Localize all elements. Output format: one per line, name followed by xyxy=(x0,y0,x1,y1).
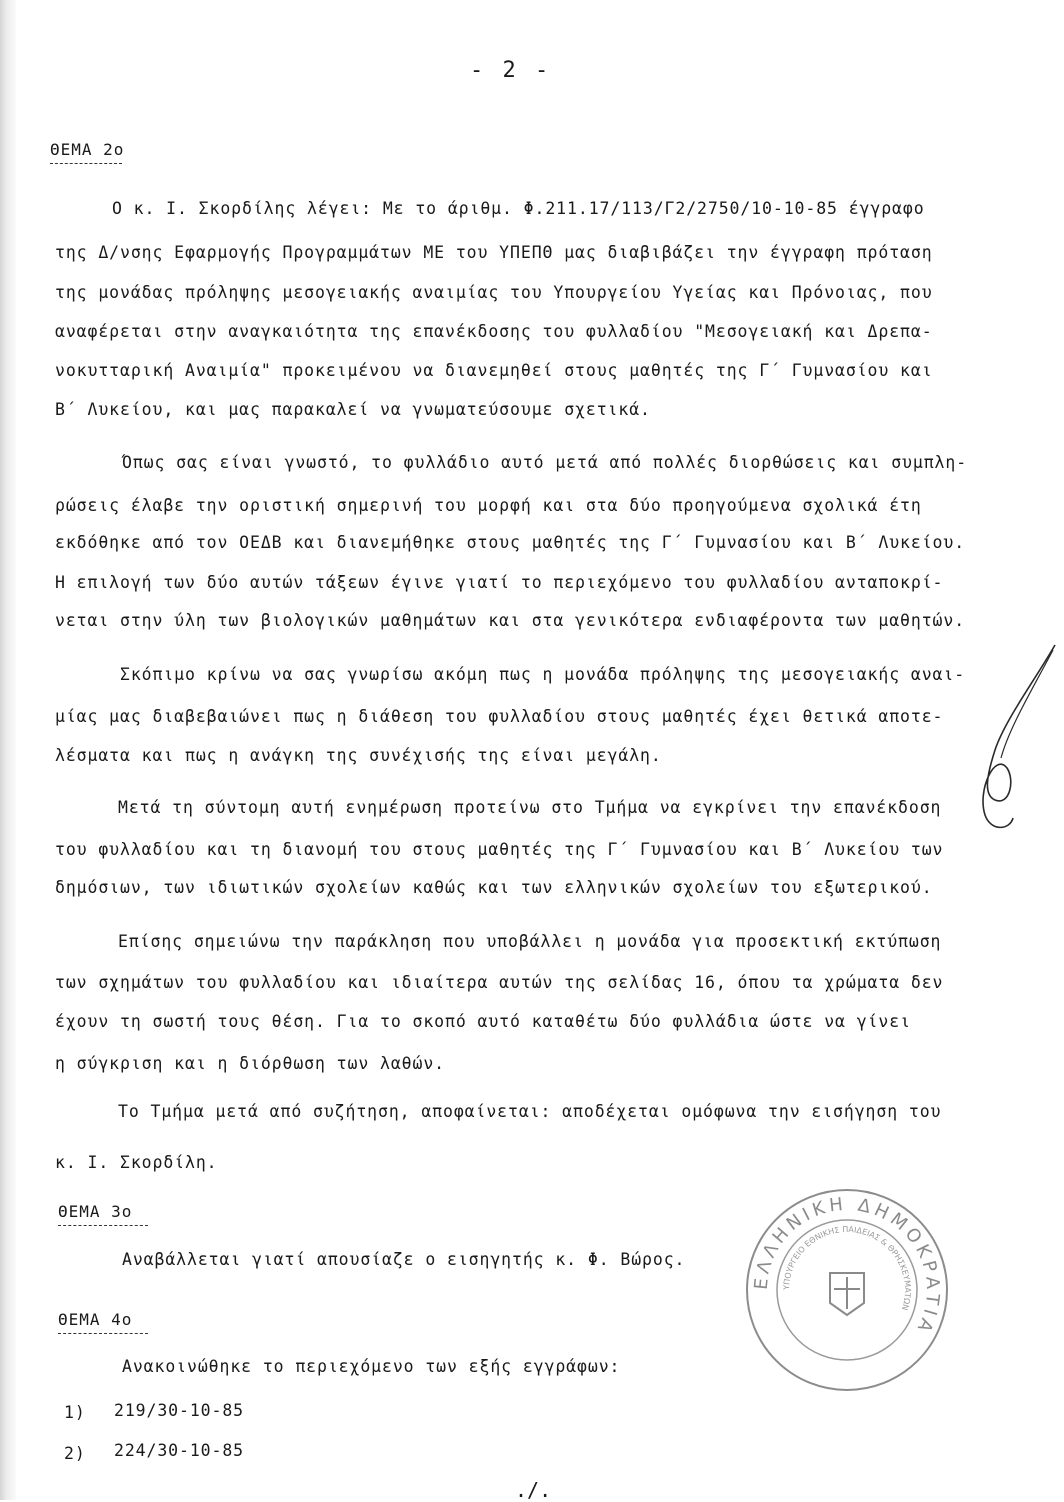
text-line: της Δ/νσης Εφαρμογής Προγραμμάτων ΜΕ του ΥΠΕΠΘ μας διαβιβάζει την έγγραφη πρόταση xyxy=(55,243,933,262)
theme-4-intro: Ανακοινώθηκε το περιεχόμενο των εξής εγγράφων: xyxy=(122,1357,621,1376)
text-line: των σχημάτων του φυλλαδίου και ιδιαίτερα αυτών της σελίδας 16, όπου τα χρώματα δεν xyxy=(55,973,944,992)
list-item-ref: 224/30-10-85 xyxy=(114,1441,245,1460)
text-line: μίας μας διαβεβαιώνει πως η διάθεση του φυλλαδίου στους μαθητές έχει θετικά αποτε- xyxy=(55,707,944,726)
text-line: νοκυτταρική Αναιμία" προκειμένου να διανεμηθεί στους μαθητές της Γ΄ Γυμνασίου και xyxy=(55,361,933,380)
emblem-icon xyxy=(830,1273,864,1315)
text-line: η σύγκριση και η διόρθωση των λαθών. xyxy=(55,1054,446,1073)
handwritten-signature xyxy=(965,640,1060,840)
text-line: κ. Ι. Σκορδίλη. xyxy=(55,1153,218,1172)
heading-underline xyxy=(58,1225,148,1226)
theme-4-heading: ΘΕΜΑ 4ο xyxy=(58,1310,133,1329)
text-line: Μετά τη σύντομη αυτή ενημέρωση προτείνω στο Τμήμα να εγκρίνει την επανέκδοση xyxy=(118,798,942,817)
text-line: λέσματα και πως η ανάγκη της συνέχισής της είναι μεγάλη. xyxy=(55,746,662,765)
text-line: ρώσεις έλαβε την οριστική σημερινή του μορφή και στα δύο προηγούμενα σχολικά έτη xyxy=(55,496,922,515)
list-item-number: 2) xyxy=(64,1444,86,1463)
text-line: Το Τμήμα μετά από συζήτηση, αποφαίνεται: αποδέχεται ομόφωνα την εισήγηση του xyxy=(118,1102,942,1121)
text-line: δημόσιων, των ιδιωτικών σχολείων καθώς και των ελληνικών σχολείων του εξωτερικού. xyxy=(55,878,933,897)
text-line: Όπως σας είναι γνωστό, το φυλλάδιο αυτό μετά από πολλές διορθώσεις και συμπλη- xyxy=(122,453,968,472)
list-item-ref: 219/30-10-85 xyxy=(114,1401,245,1420)
text-line: Επίσης σημειώνω την παράκληση που υποβάλλει η μονάδα για προσεκτική εκτύπωση xyxy=(118,932,942,951)
theme-3-text: Αναβάλλεται γιατί απουσίαζε ο εισηγητής κ. Φ. Βώρος. xyxy=(122,1250,686,1269)
text-line: εκδόθηκε από τον ΟΕΔΒ και διανεμήθηκε στους μαθητές της Γ΄ Γυμνασίου και Β΄ Λυκείου. xyxy=(55,533,966,552)
text-line: Β΄ Λυκείου, και μας παρακαλεί να γνωματεύσουμε σχετικά. xyxy=(55,400,651,419)
theme-2-heading: ΘΕΜΑ 2ο xyxy=(50,140,125,159)
text-line: αναφέρεται στην αναγκαιότητα της επανέκδοσης του φυλλαδίου "Μεσογειακή και Δρεπα- xyxy=(55,322,933,341)
stamp-inner-text: ΥΠΟΥΡΓΕΙΟ ΕΘΝΙΚΗΣ ΠΑΙΔΕΙΑΣ & ΘΡΗΣΚΕΥΜΑΤΩΝ xyxy=(781,1224,913,1312)
text-line: του φυλλαδίου και τη διανομή του στους μαθητές της Γ΄ Γυμνασίου και Β΄ Λυκείου των xyxy=(55,840,944,859)
text-line: Η επιλογή των δύο αυτών τάξεων έγινε γιατί το περιεχόμενο του φυλλαδίου ανταποκρί- xyxy=(55,573,944,592)
page-number: - 2 - xyxy=(470,58,552,83)
list-item-number: 1) xyxy=(64,1403,86,1422)
official-stamp xyxy=(742,1185,952,1395)
theme-3-heading: ΘΕΜΑ 3ο xyxy=(58,1202,133,1221)
text-line: νεται στην ύλη των βιολογικών μαθημάτων και στα γενικότερα ενδιαφέροντα των μαθητών. xyxy=(55,611,966,630)
text-line: Σκόπιμο κρίνω να σας γνωρίσω ακόμη πως η μονάδα πρόληψης της μεσογειακής αναι- xyxy=(120,665,966,684)
text-line: έχουν τη σωστή τους θέση. Για το σκοπό αυτό καταθέτω δύο φυλλάδια ώστε να γίνει xyxy=(55,1012,911,1031)
heading-underline xyxy=(58,1333,148,1334)
stamp-ring-text: ΕΛΛΗΝΙΚΗ ΔΗΜΟΚΡΑΤΙΑ xyxy=(750,1193,944,1339)
text-line: Ο κ. Ι. Σκορδίλης λέγει: Με το άριθμ. Φ.211.17/113/Γ2/2750/10-10-85 έγγραφο xyxy=(112,199,925,218)
binding-edge xyxy=(0,0,16,1500)
text-line: της μονάδας πρόληψης μεσογειακής αναιμίας του Υπουργείου Υγείας και Πρόνοιας, που xyxy=(55,283,933,302)
continuation-mark: ./. xyxy=(515,1478,552,1502)
heading-underline xyxy=(50,163,122,164)
